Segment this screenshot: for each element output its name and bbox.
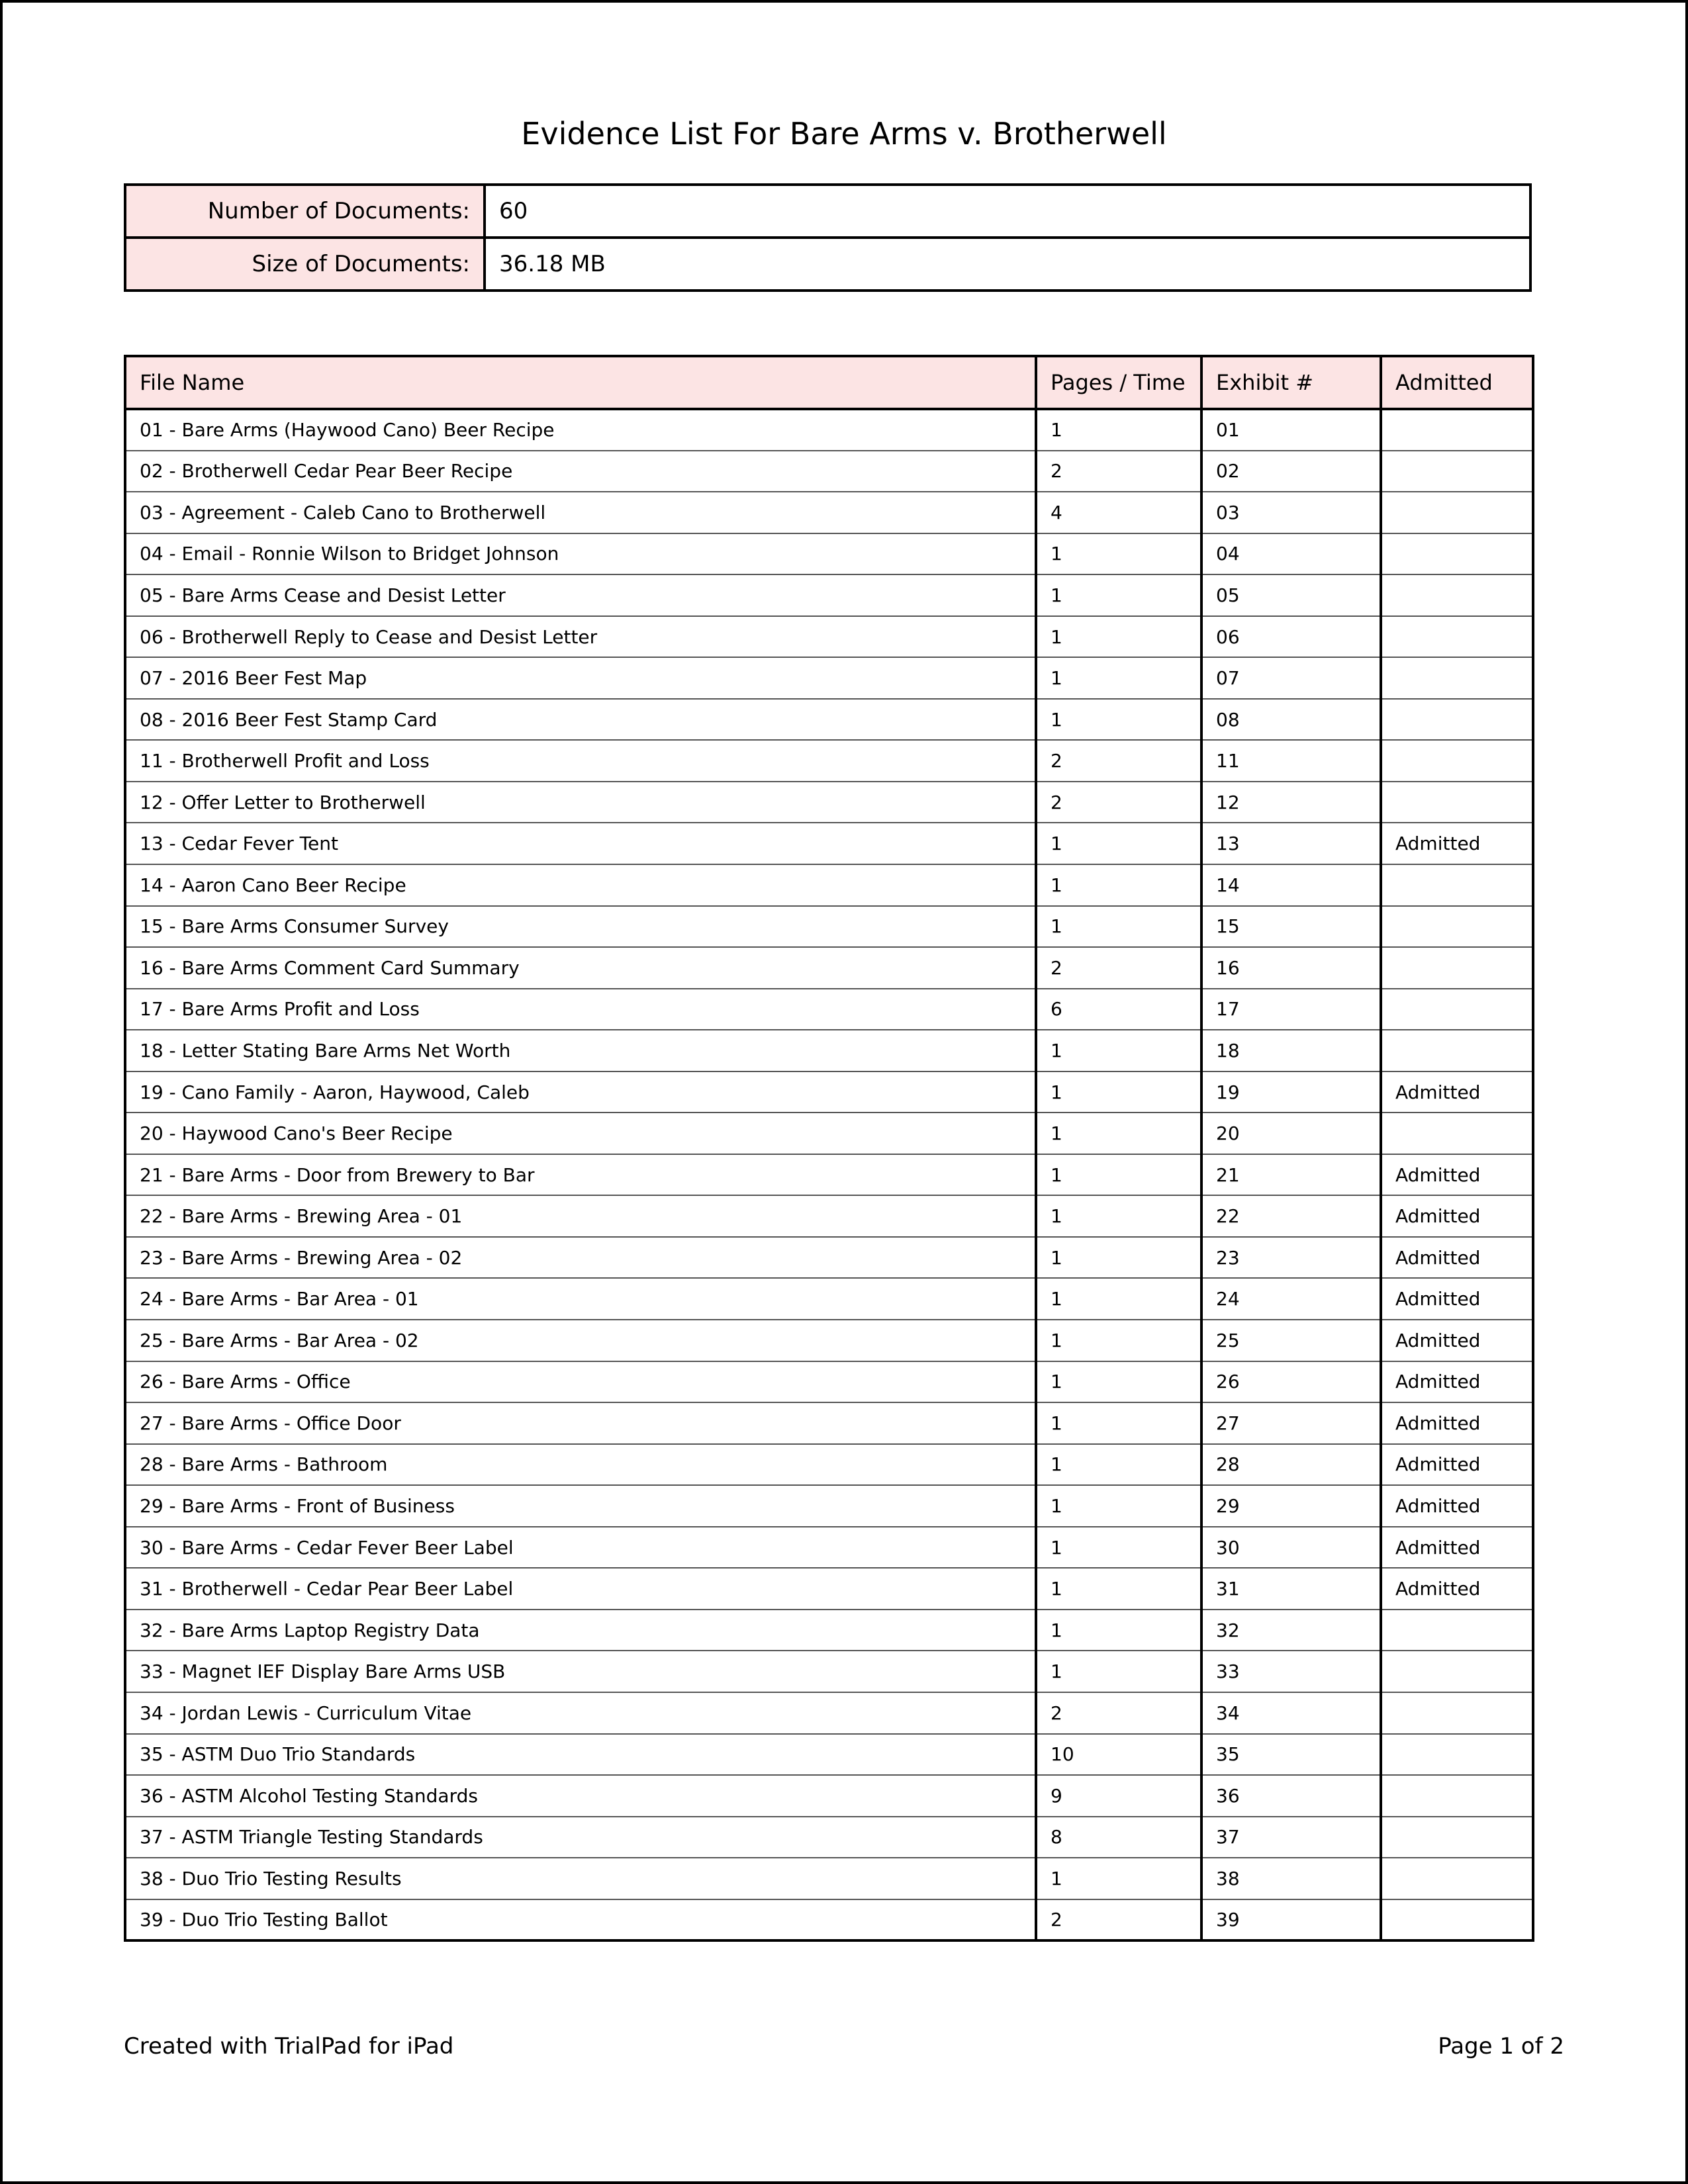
exhibit-number-cell: 18 (1201, 1030, 1381, 1071)
exhibit-number-cell: 33 (1201, 1651, 1381, 1692)
table-row (125, 1361, 1533, 1403)
exhibit-number-cell: 35 (1201, 1734, 1381, 1776)
file-name-cell: 25 - Bare Arms - Bar Area - 02 (125, 1320, 1036, 1361)
table-row (125, 574, 1533, 616)
exhibit-number-cell: 31 (1201, 1568, 1381, 1610)
footer-page-number: Page 1 of 2 (1438, 2033, 1564, 2060)
column-header-admitted: Admitted (1381, 356, 1533, 409)
file-name-cell: 14 - Aaron Cano Beer Recipe (125, 864, 1036, 906)
pages-time-cell: 10 (1036, 1734, 1201, 1776)
pages-time-cell: 1 (1036, 1320, 1201, 1361)
table-row (125, 1651, 1533, 1692)
admitted-cell (1381, 451, 1533, 492)
pages-time-cell: 4 (1036, 492, 1201, 533)
pages-time-cell: 1 (1036, 1444, 1201, 1486)
table-row (125, 657, 1533, 699)
table-row (125, 1444, 1533, 1486)
pages-time-cell: 1 (1036, 1071, 1201, 1113)
table-row (125, 616, 1533, 658)
admitted-cell (1381, 989, 1533, 1030)
admitted-cell (1381, 740, 1533, 782)
admitted-cell (1381, 1030, 1533, 1071)
pages-time-cell: 1 (1036, 1485, 1201, 1527)
exhibit-number-cell: 15 (1201, 906, 1381, 948)
file-name-cell: 22 - Bare Arms - Brewing Area - 01 (125, 1195, 1036, 1237)
file-name-cell: 26 - Bare Arms - Office (125, 1361, 1036, 1403)
exhibit-number-cell: 02 (1201, 451, 1381, 492)
file-name-cell: 02 - Brotherwell Cedar Pear Beer Recipe (125, 451, 1036, 492)
pages-time-cell: 2 (1036, 1899, 1201, 1941)
admitted-cell (1381, 947, 1533, 989)
exhibit-number-cell: 27 (1201, 1402, 1381, 1444)
admitted-cell (1381, 1817, 1533, 1858)
admitted-cell: Admitted (1381, 1154, 1533, 1196)
admitted-cell (1381, 1692, 1533, 1734)
exhibit-number-cell: 08 (1201, 699, 1381, 741)
admitted-cell: Admitted (1381, 1278, 1533, 1320)
exhibit-number-cell: 19 (1201, 1071, 1381, 1113)
exhibit-number-cell: 03 (1201, 492, 1381, 533)
admitted-cell (1381, 1113, 1533, 1154)
document-size-label: Size of Documents: (125, 238, 485, 291)
admitted-cell (1381, 533, 1533, 575)
file-name-cell: 32 - Bare Arms Laptop Registry Data (125, 1610, 1036, 1651)
exhibit-number-cell: 29 (1201, 1485, 1381, 1527)
admitted-cell (1381, 574, 1533, 616)
admitted-cell: Admitted (1381, 1568, 1533, 1610)
admitted-cell (1381, 1734, 1533, 1776)
file-name-cell: 11 - Brotherwell Profit and Loss (125, 740, 1036, 782)
admitted-cell (1381, 782, 1533, 823)
exhibit-number-cell: 22 (1201, 1195, 1381, 1237)
file-name-cell: 04 - Email - Ronnie Wilson to Bridget Johnson (125, 533, 1036, 575)
admitted-cell (1381, 864, 1533, 906)
exhibit-number-cell: 17 (1201, 989, 1381, 1030)
file-name-cell: 38 - Duo Trio Testing Results (125, 1858, 1036, 1899)
admitted-cell (1381, 1899, 1533, 1941)
file-name-cell: 29 - Bare Arms - Front of Business (125, 1485, 1036, 1527)
file-name-cell: 17 - Bare Arms Profit and Loss (125, 989, 1036, 1030)
admitted-cell (1381, 492, 1533, 533)
pages-time-cell: 2 (1036, 451, 1201, 492)
document-count-value: 60 (485, 185, 1530, 238)
pages-time-cell: 1 (1036, 823, 1201, 864)
file-name-cell: 35 - ASTM Duo Trio Standards (125, 1734, 1036, 1776)
table-row (125, 1113, 1533, 1154)
file-name-cell: 28 - Bare Arms - Bathroom (125, 1444, 1036, 1486)
pages-time-cell: 1 (1036, 533, 1201, 575)
file-name-cell: 07 - 2016 Beer Fest Map (125, 657, 1036, 699)
admitted-cell: Admitted (1381, 1485, 1533, 1527)
pages-time-cell: 1 (1036, 1402, 1201, 1444)
admitted-cell: Admitted (1381, 1237, 1533, 1279)
pages-time-cell: 2 (1036, 947, 1201, 989)
file-name-cell: 08 - 2016 Beer Fest Stamp Card (125, 699, 1036, 741)
admitted-cell: Admitted (1381, 823, 1533, 864)
file-name-cell: 03 - Agreement - Caleb Cano to Brotherwell (125, 492, 1036, 533)
pages-time-cell: 2 (1036, 782, 1201, 823)
admitted-cell: Admitted (1381, 1195, 1533, 1237)
table-row (125, 947, 1533, 989)
file-name-cell: 33 - Magnet IEF Display Bare Arms USB (125, 1651, 1036, 1692)
exhibit-number-cell: 37 (1201, 1817, 1381, 1858)
page-title: Evidence List For Bare Arms v. Brotherwell (521, 116, 1167, 152)
document-count-label: Number of Documents: (125, 185, 485, 238)
exhibit-number-cell: 24 (1201, 1278, 1381, 1320)
footer-credit: Created with TrialPad for iPad (124, 2033, 454, 2060)
pages-time-cell: 1 (1036, 1527, 1201, 1569)
exhibit-number-cell: 12 (1201, 782, 1381, 823)
pages-time-cell: 1 (1036, 1113, 1201, 1154)
admitted-cell (1381, 657, 1533, 699)
summary-table (124, 183, 1532, 292)
table-row (125, 1195, 1533, 1237)
pages-time-cell: 9 (1036, 1775, 1201, 1817)
pages-time-cell: 1 (1036, 409, 1201, 451)
exhibit-number-cell: 21 (1201, 1154, 1381, 1196)
admitted-cell: Admitted (1381, 1402, 1533, 1444)
table-row (125, 1692, 1533, 1734)
admitted-cell (1381, 409, 1533, 451)
pages-time-cell: 1 (1036, 864, 1201, 906)
file-name-cell: 34 - Jordan Lewis - Curriculum Vitae (125, 1692, 1036, 1734)
pages-time-cell: 1 (1036, 1237, 1201, 1279)
file-name-cell: 16 - Bare Arms Comment Card Summary (125, 947, 1036, 989)
exhibit-number-cell: 39 (1201, 1899, 1381, 1941)
table-row (125, 864, 1533, 906)
table-row (125, 533, 1533, 575)
file-name-cell: 13 - Cedar Fever Tent (125, 823, 1036, 864)
exhibit-number-cell: 23 (1201, 1237, 1381, 1279)
table-row (125, 1610, 1533, 1651)
exhibit-number-cell: 07 (1201, 657, 1381, 699)
evidence-table-body (125, 409, 1533, 1940)
exhibit-number-cell: 11 (1201, 740, 1381, 782)
pages-time-cell: 1 (1036, 1361, 1201, 1403)
pages-time-cell: 1 (1036, 657, 1201, 699)
file-name-cell: 31 - Brotherwell - Cedar Pear Beer Label (125, 1568, 1036, 1610)
file-name-cell: 01 - Bare Arms (Haywood Cano) Beer Recipe (125, 409, 1036, 451)
pages-time-cell: 1 (1036, 1154, 1201, 1196)
pages-time-cell: 2 (1036, 740, 1201, 782)
admitted-cell (1381, 699, 1533, 741)
file-name-cell: 20 - Haywood Cano's Beer Recipe (125, 1113, 1036, 1154)
evidence-header-row (125, 356, 1533, 409)
table-row (125, 782, 1533, 823)
table-row (125, 1071, 1533, 1113)
exhibit-number-cell: 25 (1201, 1320, 1381, 1361)
file-name-cell: 36 - ASTM Alcohol Testing Standards (125, 1775, 1036, 1817)
exhibit-number-cell: 32 (1201, 1610, 1381, 1651)
exhibit-number-cell: 16 (1201, 947, 1381, 989)
file-name-cell: 39 - Duo Trio Testing Ballot (125, 1899, 1036, 1941)
table-row (125, 1402, 1533, 1444)
exhibit-number-cell: 28 (1201, 1444, 1381, 1486)
table-row (125, 409, 1533, 451)
admitted-cell (1381, 906, 1533, 948)
column-header-exhibit: Exhibit # (1201, 356, 1381, 409)
table-row (125, 451, 1533, 492)
file-name-cell: 24 - Bare Arms - Bar Area - 01 (125, 1278, 1036, 1320)
table-row (125, 699, 1533, 741)
column-header-pages-time: Pages / Time (1036, 356, 1201, 409)
exhibit-number-cell: 04 (1201, 533, 1381, 575)
pages-time-cell: 2 (1036, 1692, 1201, 1734)
file-name-cell: 15 - Bare Arms Consumer Survey (125, 906, 1036, 948)
exhibit-number-cell: 14 (1201, 864, 1381, 906)
admitted-cell: Admitted (1381, 1361, 1533, 1403)
pages-time-cell: 1 (1036, 906, 1201, 948)
pages-time-cell: 6 (1036, 989, 1201, 1030)
file-name-cell: 18 - Letter Stating Bare Arms Net Worth (125, 1030, 1036, 1071)
file-name-cell: 05 - Bare Arms Cease and Desist Letter (125, 574, 1036, 616)
admitted-cell (1381, 1775, 1533, 1817)
pages-time-cell: 1 (1036, 1278, 1201, 1320)
admitted-cell (1381, 1858, 1533, 1899)
exhibit-number-cell: 13 (1201, 823, 1381, 864)
admitted-cell: Admitted (1381, 1444, 1533, 1486)
pages-time-cell: 1 (1036, 1030, 1201, 1071)
exhibit-number-cell: 34 (1201, 1692, 1381, 1734)
evidence-table (124, 355, 1534, 1942)
admitted-cell: Admitted (1381, 1071, 1533, 1113)
table-row (125, 1858, 1533, 1899)
table-row (125, 1775, 1533, 1817)
file-name-cell: 23 - Bare Arms - Brewing Area - 02 (125, 1237, 1036, 1279)
pages-time-cell: 1 (1036, 1568, 1201, 1610)
table-row (125, 906, 1533, 948)
admitted-cell: Admitted (1381, 1527, 1533, 1569)
table-row (125, 1485, 1533, 1527)
exhibit-number-cell: 38 (1201, 1858, 1381, 1899)
table-row (125, 1030, 1533, 1071)
table-row (125, 1237, 1533, 1279)
pages-time-cell: 1 (1036, 1858, 1201, 1899)
table-row (125, 1320, 1533, 1361)
table-row (125, 1568, 1533, 1610)
pages-time-cell: 1 (1036, 616, 1201, 658)
table-row (125, 823, 1533, 864)
exhibit-number-cell: 30 (1201, 1527, 1381, 1569)
summary-row-size (125, 238, 1530, 291)
table-row (125, 1734, 1533, 1776)
admitted-cell: Admitted (1381, 1320, 1533, 1361)
table-row (125, 1527, 1533, 1569)
file-name-cell: 12 - Offer Letter to Brotherwell (125, 782, 1036, 823)
table-row (125, 1154, 1533, 1196)
table-row (125, 989, 1533, 1030)
pages-time-cell: 1 (1036, 1610, 1201, 1651)
pages-time-cell: 8 (1036, 1817, 1201, 1858)
document-size-value: 36.18 MB (485, 238, 1530, 291)
pages-time-cell: 1 (1036, 1651, 1201, 1692)
table-row (125, 740, 1533, 782)
pages-time-cell: 1 (1036, 699, 1201, 741)
file-name-cell: 30 - Bare Arms - Cedar Fever Beer Label (125, 1527, 1036, 1569)
column-header-file-name: File Name (125, 356, 1036, 409)
exhibit-number-cell: 20 (1201, 1113, 1381, 1154)
pages-time-cell: 1 (1036, 574, 1201, 616)
pages-time-cell: 1 (1036, 1195, 1201, 1237)
file-name-cell: 27 - Bare Arms - Office Door (125, 1402, 1036, 1444)
table-row (125, 1278, 1533, 1320)
file-name-cell: 19 - Cano Family - Aaron, Haywood, Caleb (125, 1071, 1036, 1113)
exhibit-number-cell: 06 (1201, 616, 1381, 658)
admitted-cell (1381, 616, 1533, 658)
table-row (125, 1899, 1533, 1941)
exhibit-number-cell: 01 (1201, 409, 1381, 451)
exhibit-number-cell: 05 (1201, 574, 1381, 616)
admitted-cell (1381, 1610, 1533, 1651)
file-name-cell: 21 - Bare Arms - Door from Brewery to Bar (125, 1154, 1036, 1196)
admitted-cell (1381, 1651, 1533, 1692)
summary-row-count (125, 185, 1530, 238)
exhibit-number-cell: 26 (1201, 1361, 1381, 1403)
exhibit-number-cell: 36 (1201, 1775, 1381, 1817)
file-name-cell: 37 - ASTM Triangle Testing Standards (125, 1817, 1036, 1858)
table-row (125, 1817, 1533, 1858)
table-row (125, 492, 1533, 533)
file-name-cell: 06 - Brotherwell Reply to Cease and Desist Letter (125, 616, 1036, 658)
